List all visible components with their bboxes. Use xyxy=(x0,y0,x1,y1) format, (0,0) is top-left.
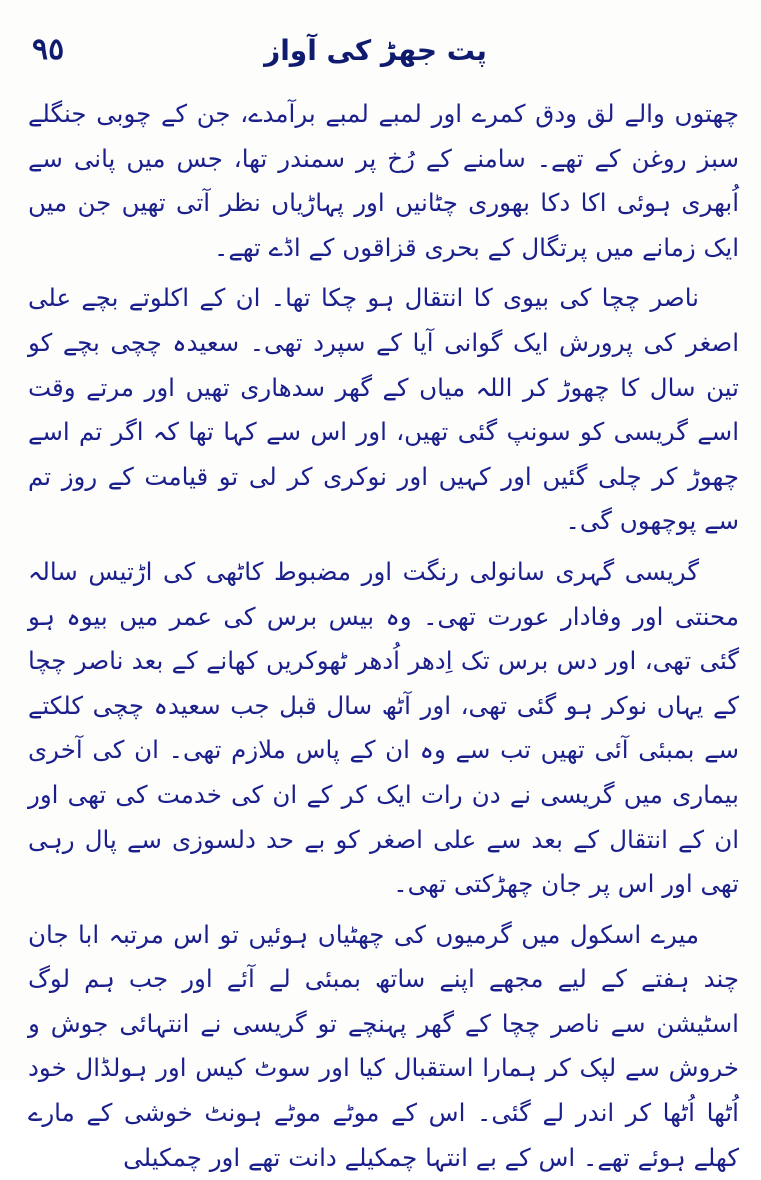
paragraph-3: گریسی گہری سانولی رنگت اور مضبوط کاٹھی کی اڑتیس سالہ محنتی اور وفادار عورت تھی۔ وہ بیس برس کی عمر میں بیوہ ہو گئی تھی، اور دس برس تک اِدھر اُدھر ٹھوکریں کھانے کے بعد ناصر چچا کے یہاں نوکر ہو گئی تھی، اور آٹھ سال قبل جب سعیدہ چچی کلکتے سے بمبئی آئی تھیں تب سے وہ ان کے پاس ملازم تھی۔ ان کی آخری بیماری میں گریسی نے دن رات ایک کر کے ان کی خدمت کی تھی اور ان کے انتقال کے بعد سے علی اصغر کو بے حد دلسوزی سے پال رہی تھی اور اس پر جان چھڑکتی تھی۔ xyxy=(28,556,739,899)
running-title: پت جھڑ کی آواز xyxy=(264,34,487,67)
body-text xyxy=(28,92,739,1180)
paragraph-4: میرے اسکول میں گرمیوں کی چھٹیاں ہوئیں تو اس مرتبہ ابا جان چند ہفتے کے لیے مجھے اپنے ساتھ بمبئی لے آئے اور جب ہم لوگ اسٹیشن سے ناصر چچا کے گھر پہنچے تو گریسی نے انتہائی جوش و خروش سے لپک کر ہمارا استقبال کیا اور سوٹ کیس اور ہولڈال خود اُٹھا اُٹھا کر اندر لے گئی۔ اس کے موٹے موٹے ہونٹ خوشی کے مارے کھلے ہوئے تھے۔ اس کے بے انتہا چمکیلے دانت تھے اور چمکیلی xyxy=(28,919,739,1172)
page-header xyxy=(30,30,721,80)
paragraph-2: ناصر چچا کی بیوی کا انتقال ہو چکا تھا۔ ان کے اکلوتے بچے علی اصغر کی پرورش ایک گوانی آیا کے سپرد تھی۔ سعیدہ چچی بچے کو تین سال کا چھوڑ کر اللہ میاں کے گھر سدھاری تھیں اور مرتے وقت اسے گریسی کو سونپ گئی تھیں، اور اس سے کہا تھا کہ اگر تم اسے چھوڑ کر چلی گئیں اور کہیں اور نوکری کر لی تو قیامت کے روز تم سے پوچھوں گی۔ xyxy=(28,283,739,536)
page-number: ٩٥ xyxy=(32,32,65,67)
paragraph-1: چھتوں والے لق ودق کمرے اور لمبے لمبے برآمدے، جن کے چوبی جنگلے سبز روغن کے تھے۔ سامنے کے رُخ پر سمندر تھا، جس میں پانی سے اُبھری ہوئی اکا دکا بھوری چٹانیں اور پہاڑیاں نظر آتی تھیں جن میں ایک زمانے میں پرتگال کے بحری قزاقوں کے اڈے تھے۔ xyxy=(28,99,739,262)
